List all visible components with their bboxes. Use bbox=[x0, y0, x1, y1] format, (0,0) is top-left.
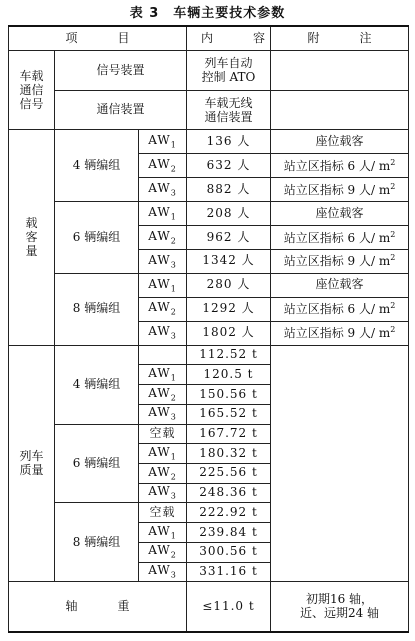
group-signal-line: 通信 bbox=[19, 83, 44, 98]
load-level: $AW_3$ bbox=[139, 404, 187, 424]
axle-load-remark bbox=[271, 582, 409, 632]
table-row bbox=[9, 273, 409, 297]
mass-value: 239.84 t bbox=[187, 523, 271, 543]
load-level: $AW_1$ bbox=[139, 273, 187, 297]
group-mass-line: 质量 bbox=[19, 463, 44, 478]
group-capacity-line: 客 bbox=[25, 230, 38, 245]
table-title: 表 3 车辆主要技术参数 bbox=[129, 6, 286, 21]
load-level: $AW_3$ bbox=[139, 178, 187, 202]
capacity-value: 208 人 bbox=[187, 202, 271, 226]
remark-line: 初期16 轴， bbox=[305, 592, 374, 607]
mass-value: 225.56 t bbox=[187, 463, 271, 483]
content-line: 列车自动 bbox=[204, 56, 253, 71]
mass-value: 167.72 t bbox=[187, 424, 271, 444]
remark-cell bbox=[271, 90, 409, 129]
remark-cell: 座位载客 bbox=[271, 130, 409, 154]
item-comm-device: 通信装置 bbox=[55, 90, 187, 129]
load-level: $AW_3$ bbox=[139, 249, 187, 273]
load-level: 空载 bbox=[139, 503, 187, 523]
group-capacity-line: 载 bbox=[25, 215, 38, 230]
group-capacity bbox=[9, 130, 55, 345]
axle-load-value: ≤11.0 t bbox=[187, 582, 271, 632]
mass-value: 300.56 t bbox=[187, 542, 271, 562]
header-row bbox=[9, 26, 409, 51]
load-level: $AW_1$ bbox=[139, 523, 187, 543]
remark-cell: 座位载客 bbox=[271, 202, 409, 226]
group-signal-line: 信号 bbox=[19, 97, 44, 112]
mass-value: 222.92 t bbox=[187, 503, 271, 523]
load-level: $AW_1$ bbox=[139, 130, 187, 154]
capacity-value: 1802 人 bbox=[187, 321, 271, 345]
mass-value: 331.16 t bbox=[187, 562, 271, 582]
table-row bbox=[9, 202, 409, 226]
group-capacity-line: 量 bbox=[25, 244, 38, 259]
content-line: 车载无线 bbox=[204, 95, 253, 110]
capacity-value: 1342 人 bbox=[187, 249, 271, 273]
item-signal-device: 信号装置 bbox=[55, 51, 187, 90]
load-level: $AW_2$ bbox=[139, 385, 187, 405]
mass-value: 180.32 t bbox=[187, 444, 271, 464]
load-level: $AW_1$ bbox=[139, 444, 187, 464]
remark-cell: 站立区指标 9 人/ $m^2$ bbox=[271, 321, 409, 345]
formation-label: 8 辆编组 bbox=[55, 273, 139, 345]
remark-line: 近、远期24 轴 bbox=[299, 606, 380, 621]
mass-value: 150.56 t bbox=[187, 385, 271, 405]
remark-cell: 站立区指标 6 人/ $m^2$ bbox=[271, 154, 409, 178]
header-content: 内 容 bbox=[187, 26, 271, 51]
capacity-value: 882 人 bbox=[187, 178, 271, 202]
capacity-value: 136 人 bbox=[187, 130, 271, 154]
capacity-value: 632 人 bbox=[187, 154, 271, 178]
formation-label: 4 辆编组 bbox=[55, 345, 139, 424]
load-level: $AW_2$ bbox=[139, 542, 187, 562]
mass-value: 248.36 t bbox=[187, 483, 271, 503]
load-level: $AW_2$ bbox=[139, 154, 187, 178]
table-row bbox=[9, 345, 409, 365]
load-level: $AW_3$ bbox=[139, 483, 187, 503]
remark-cell: 站立区指标 9 人/ $m^2$ bbox=[271, 178, 409, 202]
group-mass-line: 列车 bbox=[19, 448, 44, 463]
formation-label: 4 辆编组 bbox=[55, 130, 139, 202]
content-line: 控制 ATO bbox=[201, 70, 256, 85]
load-level: $AW_2$ bbox=[139, 226, 187, 250]
formation-label: 6 辆编组 bbox=[55, 202, 139, 274]
axle-load-label: 轴 重 bbox=[9, 582, 187, 632]
load-level: 空载 bbox=[139, 424, 187, 444]
table-row bbox=[9, 130, 409, 154]
capacity-value: 1292 人 bbox=[187, 297, 271, 321]
load-level bbox=[139, 345, 187, 365]
table-row bbox=[9, 90, 409, 129]
content-signal-device bbox=[187, 51, 271, 90]
content-line: 通信装置 bbox=[204, 109, 253, 124]
header-item: 项 目 bbox=[9, 26, 187, 51]
remark-cell bbox=[271, 51, 409, 90]
header-remark: 附 注 bbox=[271, 26, 409, 51]
remark-cell: 站立区指标 6 人/ $m^2$ bbox=[271, 226, 409, 250]
load-level: $AW_3$ bbox=[139, 562, 187, 582]
load-level: $AW_3$ bbox=[139, 321, 187, 345]
capacity-value: 962 人 bbox=[187, 226, 271, 250]
mass-value: 165.52 t bbox=[187, 404, 271, 424]
remark-cell: 站立区指标 6 人/ $m^2$ bbox=[271, 297, 409, 321]
remark-cell: 站立区指标 9 人/ $m^2$ bbox=[271, 249, 409, 273]
group-signal bbox=[9, 51, 55, 130]
group-signal-line: 车载 bbox=[19, 68, 44, 83]
technical-parameters-table bbox=[8, 25, 409, 633]
remark-cell: 座位载客 bbox=[271, 273, 409, 297]
mass-value: 120.5 t bbox=[187, 365, 271, 385]
formation-label: 8 辆编组 bbox=[55, 503, 139, 582]
load-level: $AW_1$ bbox=[139, 365, 187, 385]
capacity-value: 280 人 bbox=[187, 273, 271, 297]
table-row bbox=[9, 582, 409, 632]
mass-value: 112.52 t bbox=[187, 345, 271, 365]
formation-label: 6 辆编组 bbox=[55, 424, 139, 503]
load-level: $AW_2$ bbox=[139, 463, 187, 483]
content-comm-device bbox=[187, 90, 271, 129]
load-level: $AW_2$ bbox=[139, 297, 187, 321]
load-level: $AW_1$ bbox=[139, 202, 187, 226]
table-row bbox=[9, 51, 409, 90]
remark-cell bbox=[271, 345, 409, 582]
group-mass bbox=[9, 345, 55, 582]
